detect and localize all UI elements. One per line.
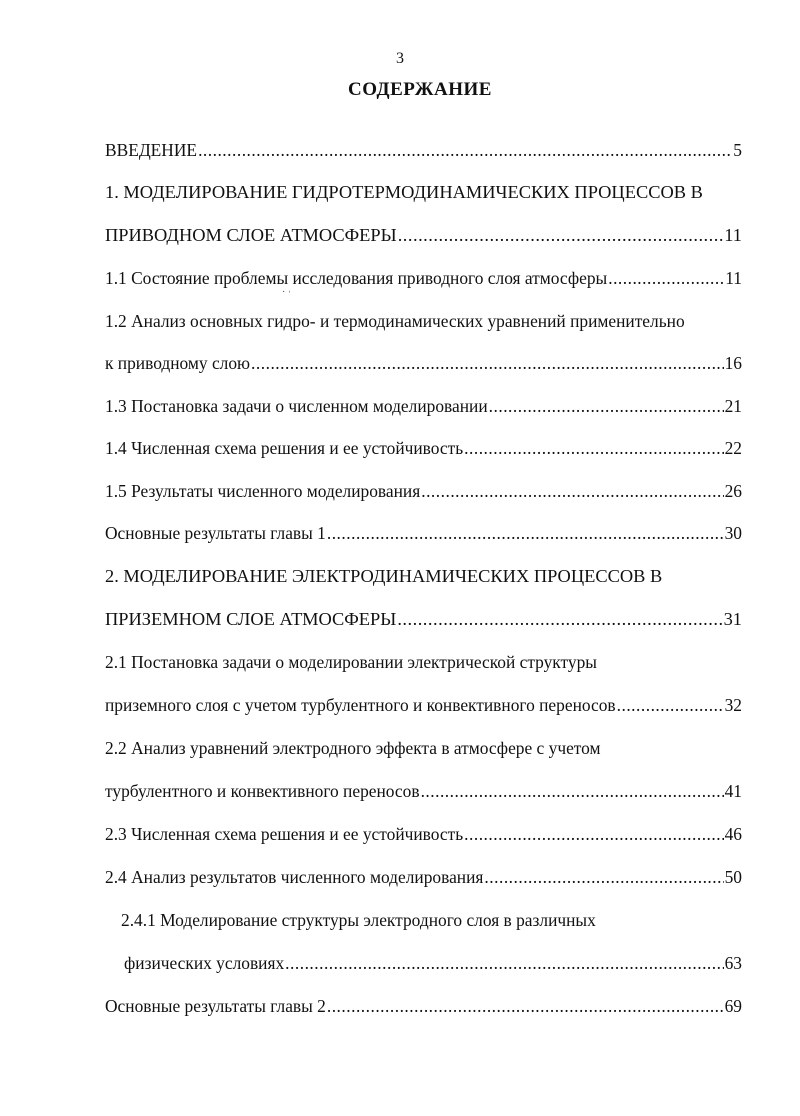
toc-section-2-4-1-line-2 (124, 950, 742, 976)
dot-leader (398, 222, 724, 248)
toc-page-number: 16 (724, 353, 742, 373)
toc-chapter-2-line-1: 2. МОДЕЛИРОВАНИЕ ЭЛЕКТРОДИНАМИЧЕСКИХ ПРОЦЕССОВ В (105, 566, 663, 586)
toc-page-number: 63 (724, 953, 742, 973)
toc-entry-text: 2.3 Численная схема решения и ее устойчивость (105, 824, 464, 844)
toc-page-number: 5 (733, 140, 742, 160)
toc-page-number: 22 (724, 438, 742, 458)
dot-leader (484, 864, 723, 890)
dot-leader (285, 950, 723, 976)
toc-chapter-1-results (105, 520, 742, 546)
toc-page-number: 26 (724, 481, 742, 501)
toc-entry-text: ПРИЗЕМНОМ СЛОЕ АТМОСФЕРЫ (105, 609, 397, 629)
toc-entry-text: 1.3 Постановка задачи о численном моделировании (105, 396, 488, 416)
dot-leader (464, 821, 723, 847)
toc-entry-text: 2.4 Анализ результатов численного моделирования (105, 867, 484, 887)
toc-section-1-2-line-2 (105, 350, 742, 376)
toc-page-number: 11 (724, 225, 742, 245)
toc-page-number: 30 (724, 523, 742, 543)
toc-page-number: 46 (724, 824, 742, 844)
toc-entry-text: физических условиях (124, 953, 285, 973)
scan-speck: ˙ ˈ (282, 290, 292, 301)
toc-entry-text: 1.5 Результаты численного моделирования (105, 481, 421, 501)
toc-page-number: 50 (724, 867, 742, 887)
toc-entry-intro (105, 137, 742, 163)
dot-leader (489, 393, 724, 419)
toc-section-1-1 (105, 265, 742, 291)
toc-page-number: 41 (724, 781, 742, 801)
dot-leader (397, 606, 722, 632)
dot-leader (464, 435, 723, 461)
toc-page-number: 31 (723, 609, 742, 629)
toc-page-number: 32 (724, 695, 742, 715)
toc-entry-text: 1.4 Численная схема решения и ее устойчивость (105, 438, 464, 458)
toc-section-2-4 (105, 864, 742, 890)
toc-section-1-4 (105, 435, 742, 461)
toc-chapter-1-line-1: 1. МОДЕЛИРОВАНИЕ ГИДРОТЕРМОДИНАМИЧЕСКИХ ПРОЦЕССОВ В (105, 182, 703, 202)
toc-section-2-1-line-2 (105, 692, 742, 718)
dot-leader (608, 265, 724, 291)
toc-entry-text: к приводному слою (105, 353, 251, 373)
toc-section-1-5 (105, 478, 742, 504)
toc-entry-text: Основные результаты главы 1 (105, 523, 326, 543)
toc-chapter-2-line-2 (105, 606, 742, 632)
dot-leader (421, 778, 724, 804)
toc-entry-text: 1.1 Состояние проблемы исследования приводного слоя атмосферы (105, 268, 608, 288)
toc-entry-text: турбулентного и конвективного переносов (105, 781, 420, 801)
toc-section-2-4-1-line-1: 2.4.1 Моделирование структуры электродного слоя в различных (121, 910, 596, 930)
toc-entry-text: ВВЕДЕНИЕ (105, 140, 198, 160)
dot-leader (617, 692, 724, 718)
dot-leader (198, 137, 732, 163)
toc-page-number: 11 (725, 268, 742, 288)
dot-leader (327, 520, 724, 546)
dot-leader (251, 350, 724, 376)
page-number: 3 (396, 50, 404, 67)
toc-section-2-2-line-1: 2.2 Анализ уравнений электродного эффекта в атмосфере с учетом (105, 738, 601, 758)
toc-section-1-2-line-1: 1.2 Анализ основных гидро- и термодинамических уравнений применительно (105, 311, 685, 331)
dot-leader (421, 478, 723, 504)
page-title: СОДЕРЖАНИЕ (348, 79, 492, 100)
toc-entry-text: приземного слоя с учетом турбулентного и конвективного переносов (105, 695, 616, 715)
toc-page-number: 69 (724, 996, 742, 1016)
toc-page-number: 21 (724, 396, 742, 416)
toc-entry-text: Основные результаты главы 2 (105, 996, 326, 1016)
toc-chapter-2-results (105, 993, 742, 1019)
toc-section-2-1-line-1: 2.1 Постановка задачи о моделировании электрической структуры (105, 652, 597, 672)
dot-leader (327, 993, 724, 1019)
toc-section-2-3 (105, 821, 742, 847)
toc-section-1-3 (105, 393, 742, 419)
toc-chapter-1-line-2 (105, 222, 742, 248)
toc-entry-text: ПРИВОДНОМ СЛОЕ АТМОСФЕРЫ (105, 225, 397, 245)
toc-section-2-2-line-2 (105, 778, 742, 804)
